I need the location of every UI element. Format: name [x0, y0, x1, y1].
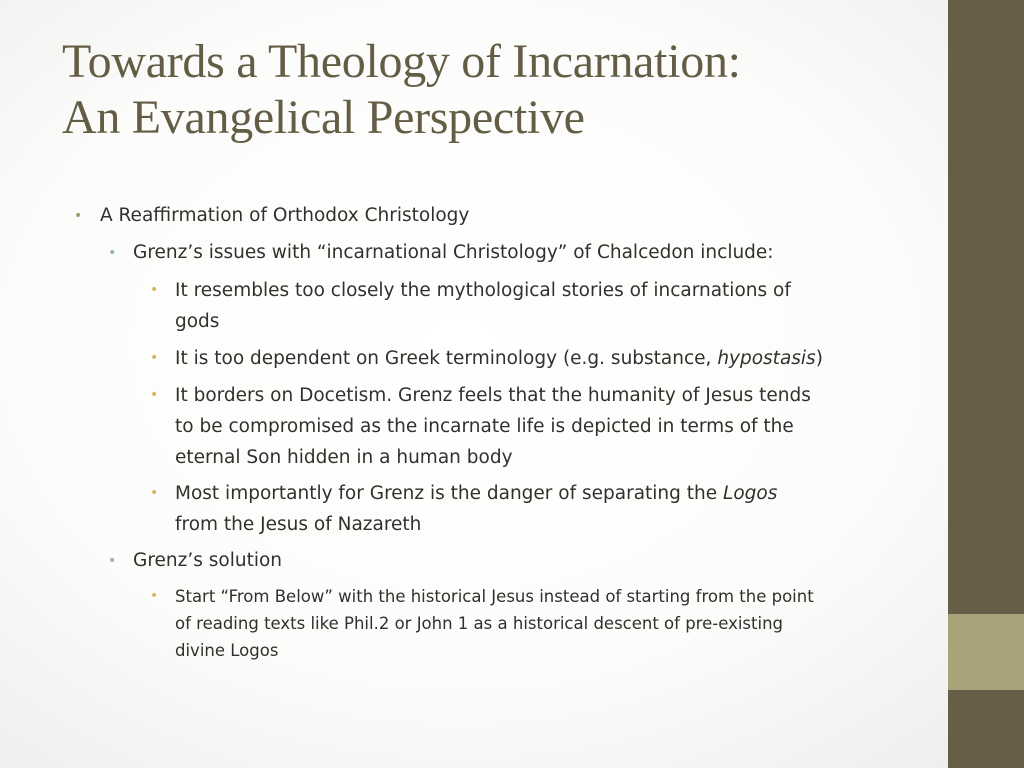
bullet-from-below — [150, 583, 814, 664]
slide-title — [62, 34, 932, 146]
side-accent-block — [948, 614, 1024, 690]
bullet-dot: • — [150, 387, 159, 403]
title-line-1: Towards a Theology of Incarnation: — [62, 35, 741, 88]
bullet-dot: • — [108, 245, 117, 261]
bullet-text-plain: Most importantly for Grenz is the danger of separating the — [175, 483, 724, 504]
bullet-text — [175, 343, 823, 374]
bullet-dot: • — [150, 282, 159, 298]
bullet-text-line-3: divine Logos — [175, 641, 279, 660]
bullet-dot: • — [150, 350, 159, 366]
bullet-grenz-issues — [108, 237, 774, 269]
bullet-text: Grenz’s solution — [133, 550, 283, 571]
bullet-logos-separation — [150, 478, 778, 540]
bullet-text-line-1: It resembles too closely the mythological stories of incarnations of — [175, 280, 791, 301]
bullet-dot: • — [150, 588, 159, 604]
bullet-dot: • — [108, 553, 117, 569]
title-line-2: An Evangelical Perspective — [62, 91, 585, 144]
bullet-docetism — [150, 380, 811, 473]
bullet-text-line-3: eternal Son hidden in a human body — [175, 447, 513, 468]
bullet-text-italic: hypostasis — [717, 348, 816, 369]
bullet-grenz-solution — [108, 545, 283, 577]
bullet-text-line-1 — [175, 478, 777, 509]
bullet-text-line-2: to be compromised as the incarnate life is depicted in terms of the — [175, 416, 794, 437]
bullet-dot: • — [74, 208, 83, 224]
bullet-text-italic: Logos — [723, 483, 778, 504]
bullet-text: Grenz’s issues with “incarnational Christology” of Chalcedon include: — [133, 242, 774, 263]
bullet-text-line-2: of reading texts like Phil.2 or John 1 as a historical descent of pre-existing — [175, 614, 784, 633]
bullet-text-close: ) — [815, 348, 823, 369]
bullet-greek-terminology — [150, 343, 823, 374]
bullet-text-line-2: from the Jesus of Nazareth — [175, 514, 422, 535]
bullet-text-plain: It is too dependent on Greek terminology (e.g. substance, — [175, 348, 718, 369]
bullet-text-line-1: It borders on Docetism. Grenz feels that the humanity of Jesus tends — [175, 385, 811, 406]
bullet-dot: • — [150, 485, 159, 501]
bullet-text: A Reaffirmation of Orthodox Christology — [100, 205, 470, 226]
bullet-mythological — [150, 275, 791, 337]
bullet-text-line-2: gods — [175, 311, 220, 332]
bullet-text-line-1: Start “From Below” with the historical Jesus instead of starting from the point — [175, 587, 814, 606]
bullet-reaffirmation — [74, 200, 470, 232]
